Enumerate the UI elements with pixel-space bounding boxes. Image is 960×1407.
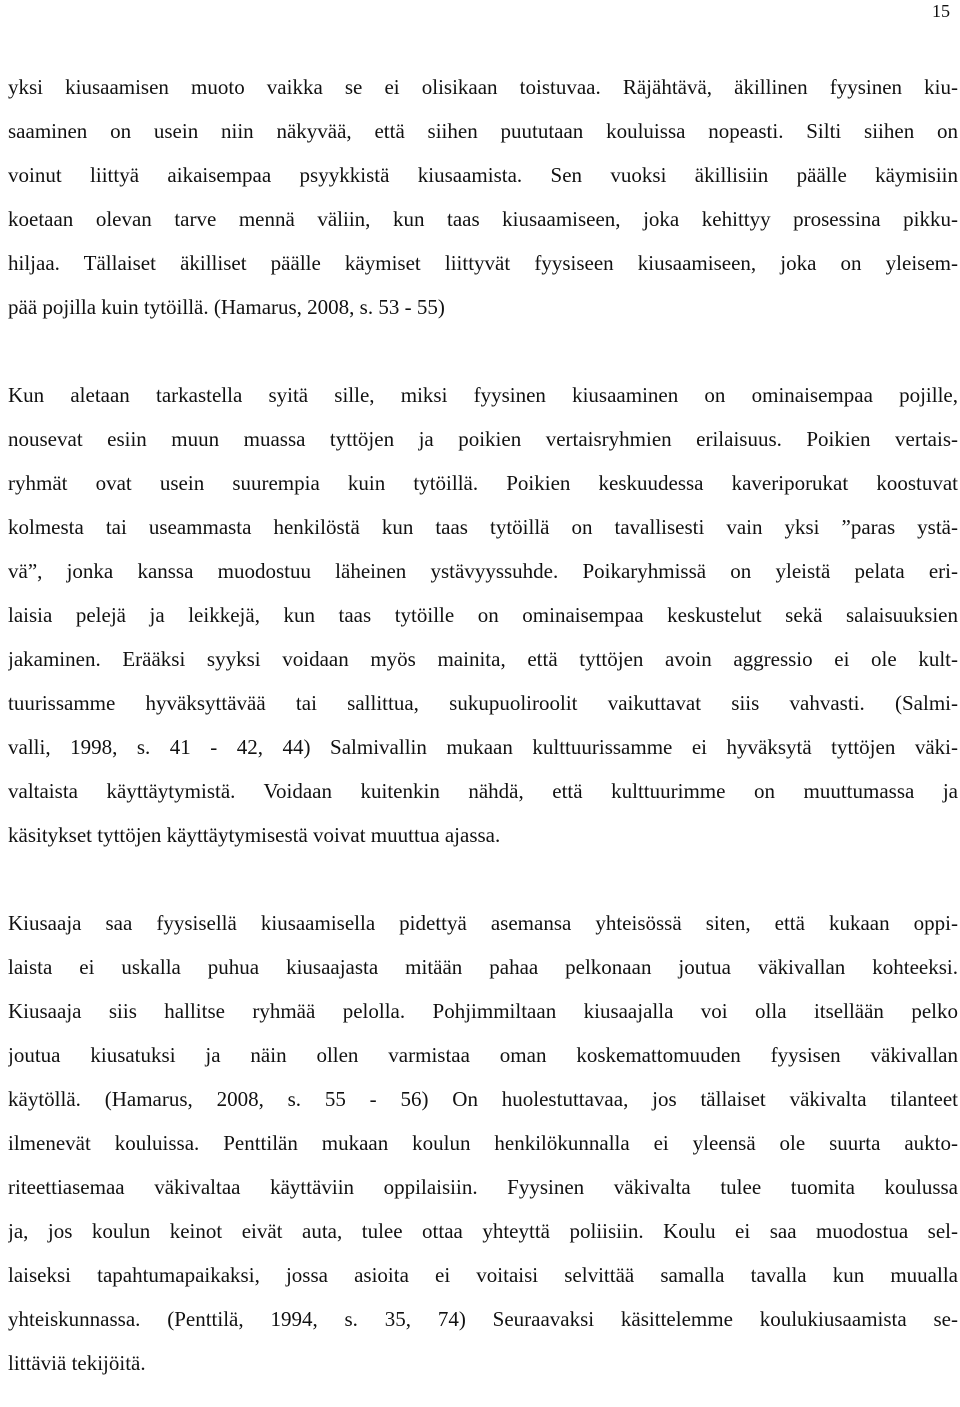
text-line: valtaista käyttäytymistä. Voidaan kuitenkin nähdä, että kulttuurimme on muuttumassa ja	[8, 779, 958, 803]
text-line: laisia pelejä ja leikkejä, kun taas tytöille on ominaisempaa keskustelut sekä salaisuuksien	[8, 603, 958, 627]
text-line: hiljaa. Tällaiset äkilliset päälle käymiset liittyvät fyysiseen kiusaamiseen, joka on yleisem-	[8, 251, 958, 275]
text-line: joutua kiusatuksi ja näin ollen varmistaa oman koskemattomuuden fyysisen väkivallan	[8, 1043, 958, 1067]
text-line: yhteiskunnassa. (Penttilä, 1994, s. 35, 74) Seuraavaksi käsittelemme koulukiusaamista se-	[8, 1307, 958, 1331]
text-line: käytöllä. (Hamarus, 2008, s. 55 - 56) On huolestuttavaa, jos tällaiset väkivalta tilanteet	[8, 1087, 958, 1111]
text-line: riteettiasemaa väkivaltaa käyttäviin oppilaisiin. Fyysinen väkivalta tulee tuomita koulussa	[8, 1175, 958, 1199]
text-line: littäviä tekijöitä.	[8, 1351, 146, 1375]
document-body	[8, 65, 958, 1385]
paragraph-3	[8, 901, 958, 1385]
text-line: Kun aletaan tarkastella syitä sille, miksi fyysinen kiusaaminen on ominaisempaa pojille,	[8, 383, 958, 407]
paragraph-1	[8, 65, 958, 329]
paragraph-spacer	[8, 329, 958, 373]
text-line: yksi kiusaamisen muoto vaikka se ei olisikaan toistuvaa. Räjähtävä, äkillinen fyysinen kiu-	[8, 75, 958, 99]
text-line: nousevat esiin muun muassa tyttöjen ja poikien vertaisryhmien erilaisuus. Poikien vertais-	[8, 427, 958, 451]
text-line: laista ei uskalla puhua kiusaajasta mitään pahaa pelkonaan joutua väkivallan kohteeksi.	[8, 955, 958, 979]
text-line: tuurissamme hyväksyttävää tai sallittua, sukupuoliroolit vaikuttavat siis vahvasti. (Salmi-	[8, 691, 958, 715]
text-line: koetaan olevan tarve mennä väliin, kun taas kiusaamiseen, joka kehittyy prosessina pikku-	[8, 207, 958, 231]
text-line: Kiusaaja siis hallitse ryhmää pelolla. Pohjimmiltaan kiusaajalla voi olla itsellään pelko	[8, 999, 958, 1023]
text-line: Kiusaaja saa fyysisellä kiusaamisella pidettyä asemansa yhteisössä siten, että kukaan oppi-	[8, 911, 958, 935]
text-line: käsitykset tyttöjen käyttäytymisestä voivat muuttua ajassa.	[8, 823, 501, 847]
text-line: vä”, jonka kanssa muodostuu läheinen ystävyyssuhde. Poikaryhmissä on yleistä pelata eri-	[8, 559, 958, 583]
paragraph-2	[8, 373, 958, 857]
text-line: ja, jos koulun keinot eivät auta, tulee ottaa yhteyttä poliisiin. Koulu ei saa muodostua sel-	[8, 1219, 958, 1243]
text-line: valli, 1998, s. 41 - 42, 44) Salmivallin mukaan kulttuurissamme ei hyväksytä tyttöjen väki-	[8, 735, 958, 759]
text-line: jakaminen. Erääksi syyksi voidaan myös mainita, että tyttöjen avoin aggressio ei ole kult-	[8, 647, 958, 671]
text-line: ryhmät ovat usein suurempia kuin tytöillä. Poikien keskuudessa kaveriporukat koostuvat	[8, 471, 958, 495]
page-number: 15	[932, 1, 950, 21]
text-line: ilmenevät kouluissa. Penttilän mukaan koulun henkilökunnalla ei yleensä ole suurta aukto-	[8, 1131, 958, 1155]
text-line: pää pojilla kuin tytöillä. (Hamarus, 2008, s. 53 - 55)	[8, 295, 445, 319]
text-line: saaminen on usein niin näkyvää, että siihen puututaan kouluissa nopeasti. Silti siihen on	[8, 119, 958, 143]
text-line: kolmesta tai useammasta henkilöstä kun taas tytöillä on tavallisesti vain yksi ”paras ystä-	[8, 515, 958, 539]
paragraph-spacer	[8, 857, 958, 901]
text-line: voinut liittyä aikaisempaa psyykkistä kiusaamista. Sen vuoksi äkillisiin päälle käymisiin	[8, 163, 958, 187]
text-line: laiseksi tapahtumapaikaksi, jossa asioita ei voitaisi selvittää samalla tavalla kun muualla	[8, 1263, 958, 1287]
